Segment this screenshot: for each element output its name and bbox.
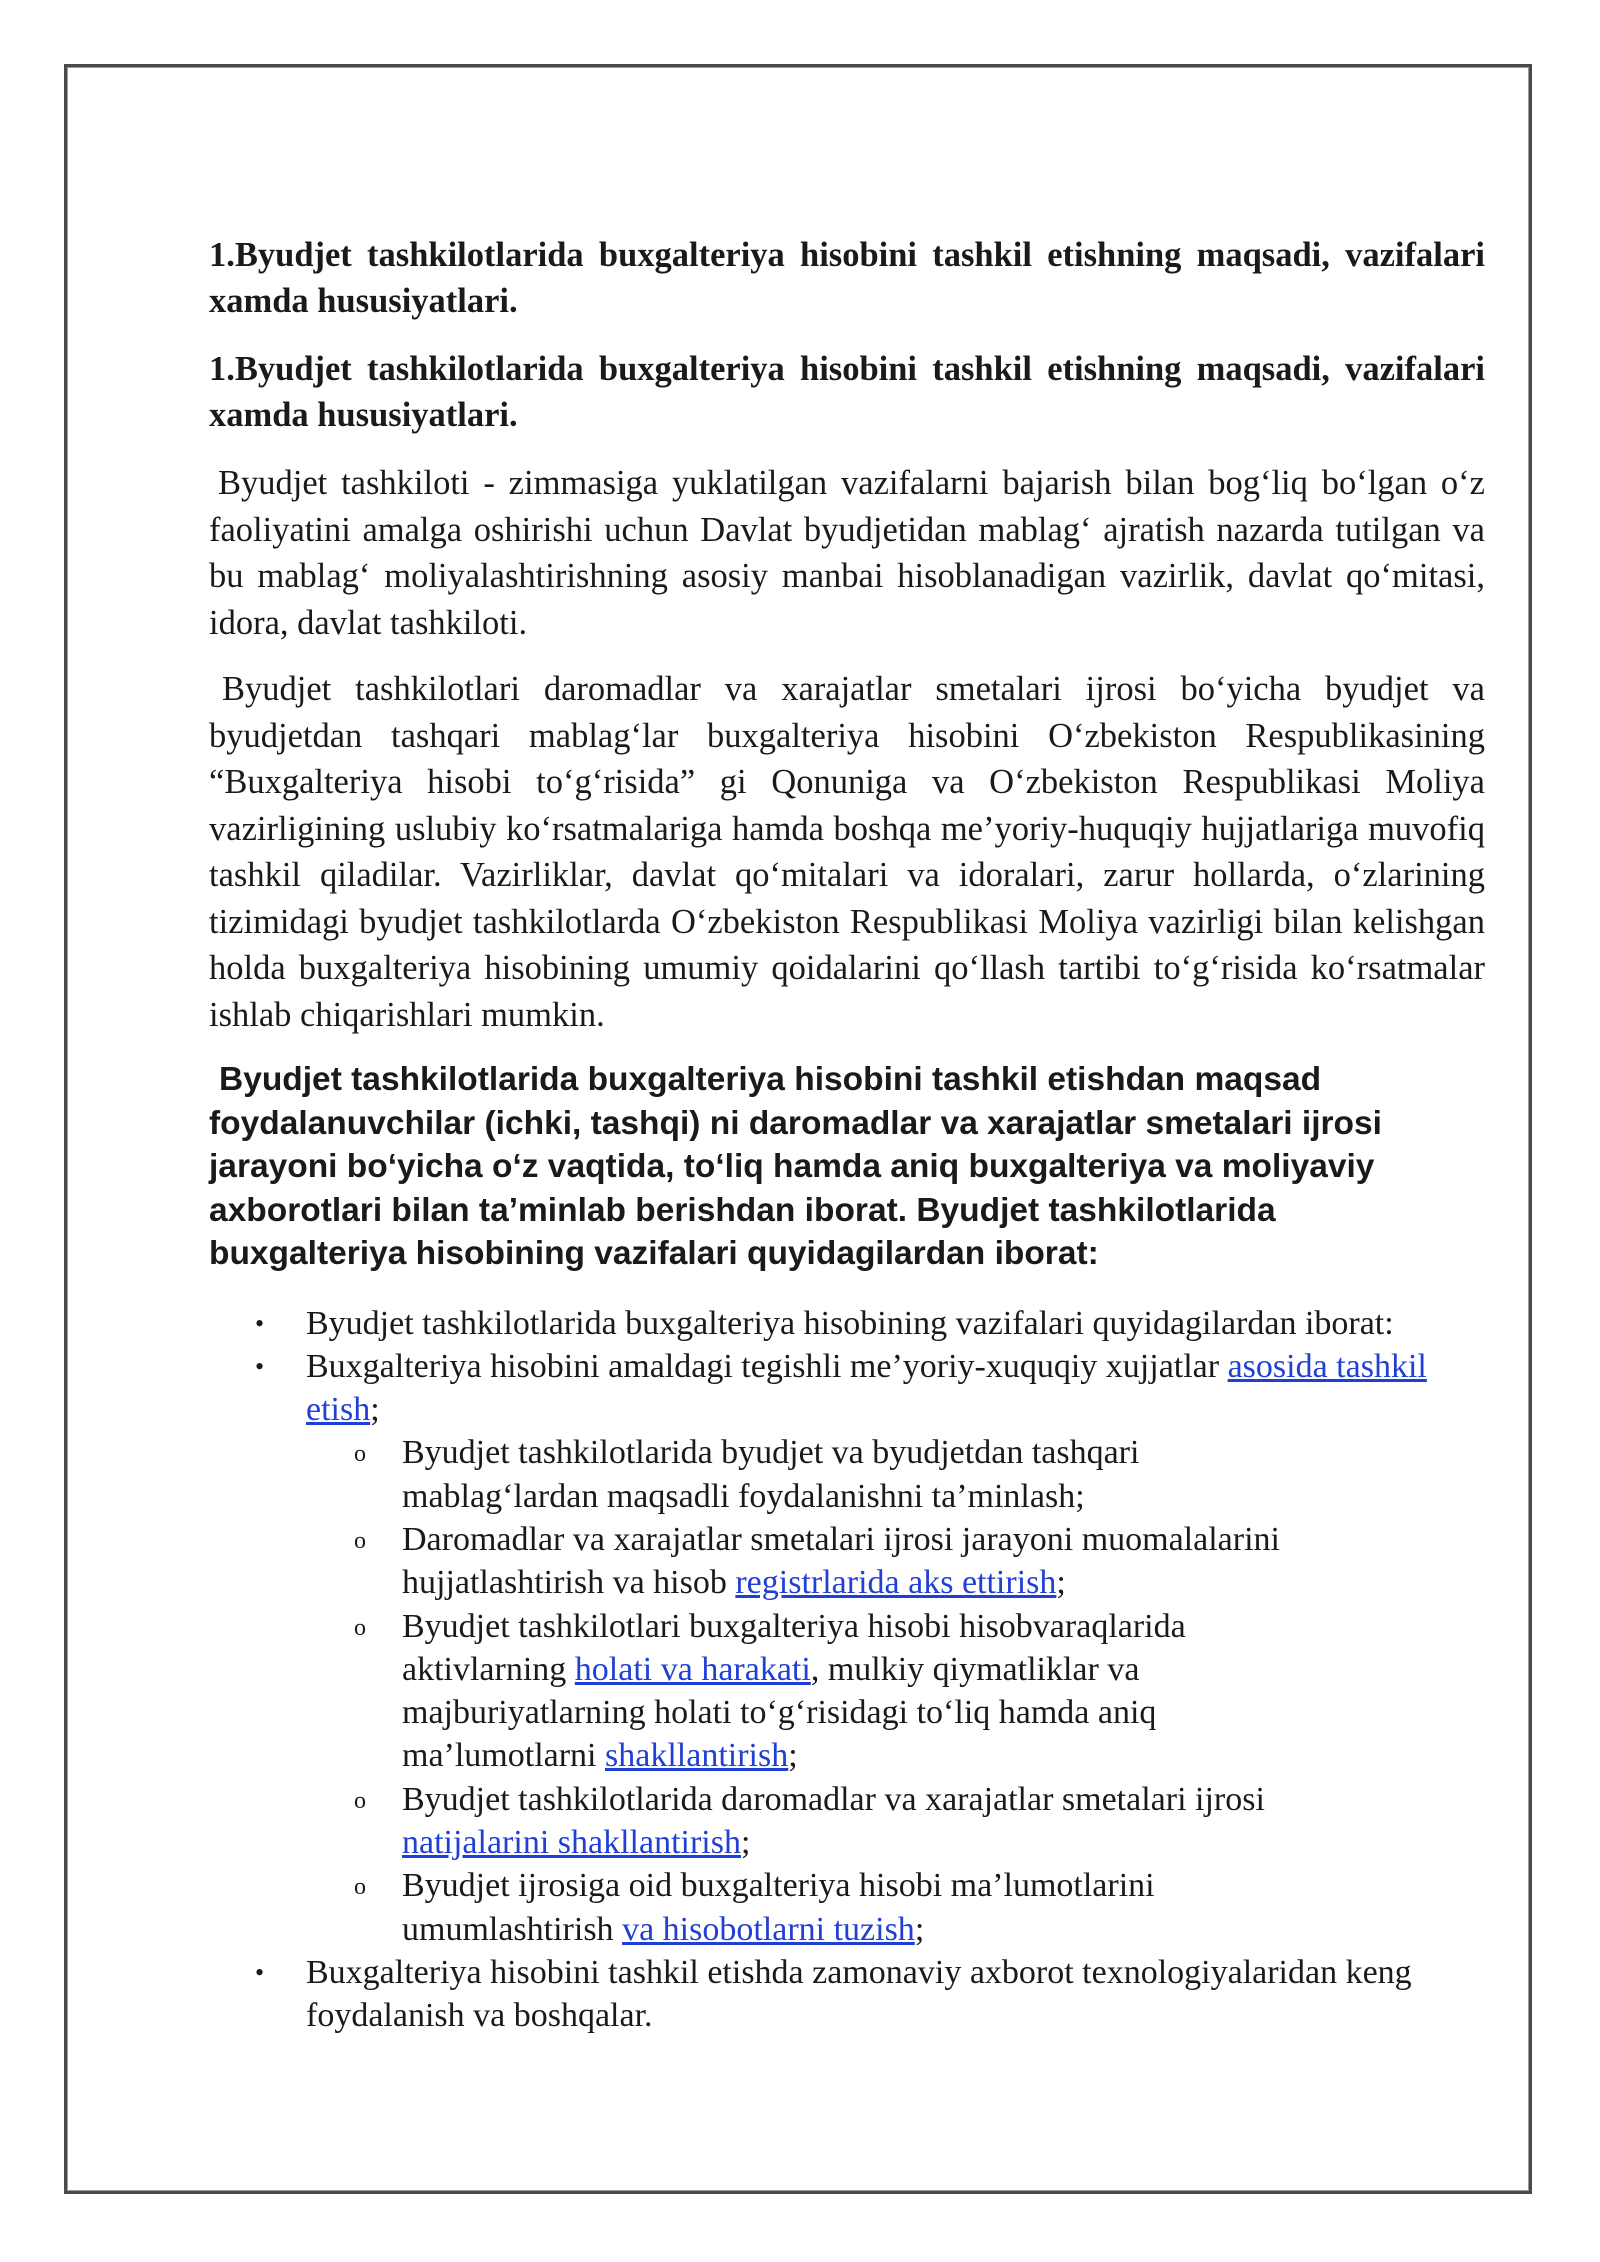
list-item [209, 1302, 1479, 1345]
link-holati-va-harakati[interactable]: holati va harakati [574, 1650, 811, 1688]
link-shakllantirish[interactable]: shakllantirish [605, 1737, 789, 1775]
list-item [209, 1345, 1479, 1951]
list-item-end: ; [370, 1391, 380, 1429]
sub-list-item-text: , mulkiy qiymatliklar va majburiyatlarning holati to‘g‘risidagi to‘liq hamda aniq ma’lumotlarni [402, 1650, 1157, 1775]
sub-list-item-end: ; [740, 1824, 751, 1862]
sub-list-item-text: Byudjet tashkilotlarida byudjet va byudjetdan tashqari mablag‘lardan maqsadli foydalanishni ta’minlash; [402, 1434, 1140, 1515]
link-natijalarini-shakllantirish[interactable]: natijalarini shakllantirish [402, 1824, 741, 1862]
circle-bullet-icon: o [354, 1787, 366, 1814]
circle-bullet-icon: o [354, 1874, 366, 1901]
bold-paragraph-purpose [209, 1058, 1439, 1276]
link-va-hisobotlarni-tuzish[interactable]: va hisobotlarni tuzish [622, 1910, 915, 1948]
sub-list-item-text: Byudjet tashkilotlari buxgalteriya hisobi hisobvaraqlarida aktivlarning [402, 1607, 1186, 1688]
circle-bullet-icon: o [354, 1614, 366, 1641]
sub-list-item-end: ; [914, 1910, 925, 1948]
bullet-icon: • [255, 1351, 265, 1381]
link-registrlarida-aks-ettirish[interactable]: registrlarida aks ettirish [735, 1564, 1057, 1602]
sub-list-item [306, 1431, 1342, 1518]
sub-list-item-text: Byudjet tashkilotlarida daromadlar va xarajatlar smetalari ijrosi [402, 1780, 1265, 1818]
sub-list-item [306, 1605, 1342, 1778]
sub-list [306, 1431, 1479, 1951]
list-item-text: Buxgalteriya hisobini tashkil etishda zamonaviy axborot texnologiyalaridan keng foydalanish va boshqalar. [306, 1953, 1412, 2035]
bullet-icon: • [255, 1308, 265, 1338]
bullet-icon: • [255, 1957, 265, 1987]
heading-2: 1.Byudjet tashkilotlarida buxgalteriya hisobini tashkil etishning maqsadi, vazifalari xamda hususiyatlari. [209, 350, 1485, 434]
circle-bullet-icon: o [354, 1527, 366, 1554]
link-asosida-tashkil-etish[interactable]: asosida tashkil etish [306, 1347, 1427, 1429]
list-item-text: Byudjet tashkilotlarida buxgalteriya hisobining vazifalari quyidagilardan iborat: [306, 1304, 1394, 1342]
sub-list-item [306, 1864, 1342, 1951]
sub-list-item-end: ; [1056, 1564, 1066, 1602]
sub-list-item-text: Daromadlar va xarajatlar smetalari ijrosi jarayoni muomalalarini hujjatlashtirish va hisob [402, 1520, 1280, 1602]
list-item-text: Buxgalteriya hisobini amaldagi tegishli me’yoriy-xuquqiy xujjatlar [306, 1347, 1228, 1385]
paragraph-regulation: Byudjet tashkilotlari daromadlar va xarajatlar smetalari ijrosi bo‘yicha byudjet va byudjetdan tashqari mablag‘lar buxgalteriya hisobini O‘zbekiston Respublikasining “Buxgalteriya hisobi to‘g‘risida” gi Qonuniga va O‘zbekiston Respublikasi Moliya vazirligining uslubiy ko‘rsatmalariga hamda boshqa me’yoriy-huquqiy hujjatlariga muvofiq tashkil qiladilar. Vazirliklar, davlat qo‘mitalari va idoralari, zarur hollarda, o‘zlarining tizimidagi byudjet tashkilotlarda O‘zbekiston Respublikasi Moliya vazirligi bilan kelishgan holda buxgalteriya hisobining umumiy qoidalarini qo‘llash tartibi to‘g‘risida ko‘rsatmalar ishlab chiqarishlari mumkin. [209, 670, 1485, 1034]
heading-1: 1.Byudjet tashkilotlarida buxgalteriya hisobini tashkil etishning maqsadi, vazifalari xamda hususiyatlari. [209, 236, 1485, 320]
sub-list-item [306, 1518, 1342, 1605]
sub-list-item-text: Byudjet ijrosiga oid buxgalteriya hisobi ma’lumotlarini umumlashtirish [402, 1867, 1155, 1948]
tasks-list [209, 1302, 1479, 2038]
list-item [209, 1951, 1479, 2038]
document-body [209, 232, 1485, 2038]
circle-bullet-icon: o [354, 1441, 366, 1468]
bold-paragraph-text: Byudjet tashkilotlarida buxgalteriya hisobini tashkil etishdan maqsad foydalanuvchilar (ichki, tashqi) ni daromadlar va xarajatlar smetalari ijrosi jarayoni bo‘yicha o‘z vaqtida, to‘liq hamda aniq buxgalteriya va moliyaviy axborotlari bilan ta’minlab berishdan iborat. Byudjet tashkilotlarida buxgalteriya hisobining vazifalari quyidagilardan iborat: [209, 1061, 1382, 1272]
sub-list-item [306, 1778, 1342, 1865]
paragraph-definition: Byudjet tashkiloti - zimmasiga yuklatilgan vazifalarni bajarish bilan bog‘liq bo‘lgan o‘z faoliyatini amalga oshirishi uchun Davlat byudjetidan mablag‘ ajratish nazarda tutilgan va bu mablag‘ moliyalashtirishning asosiy manbai hisoblanadigan vazirlik, davlat qo‘mitasi, idora, davlat tashkiloti. [209, 464, 1485, 642]
sub-list-item-end: ; [788, 1737, 798, 1775]
